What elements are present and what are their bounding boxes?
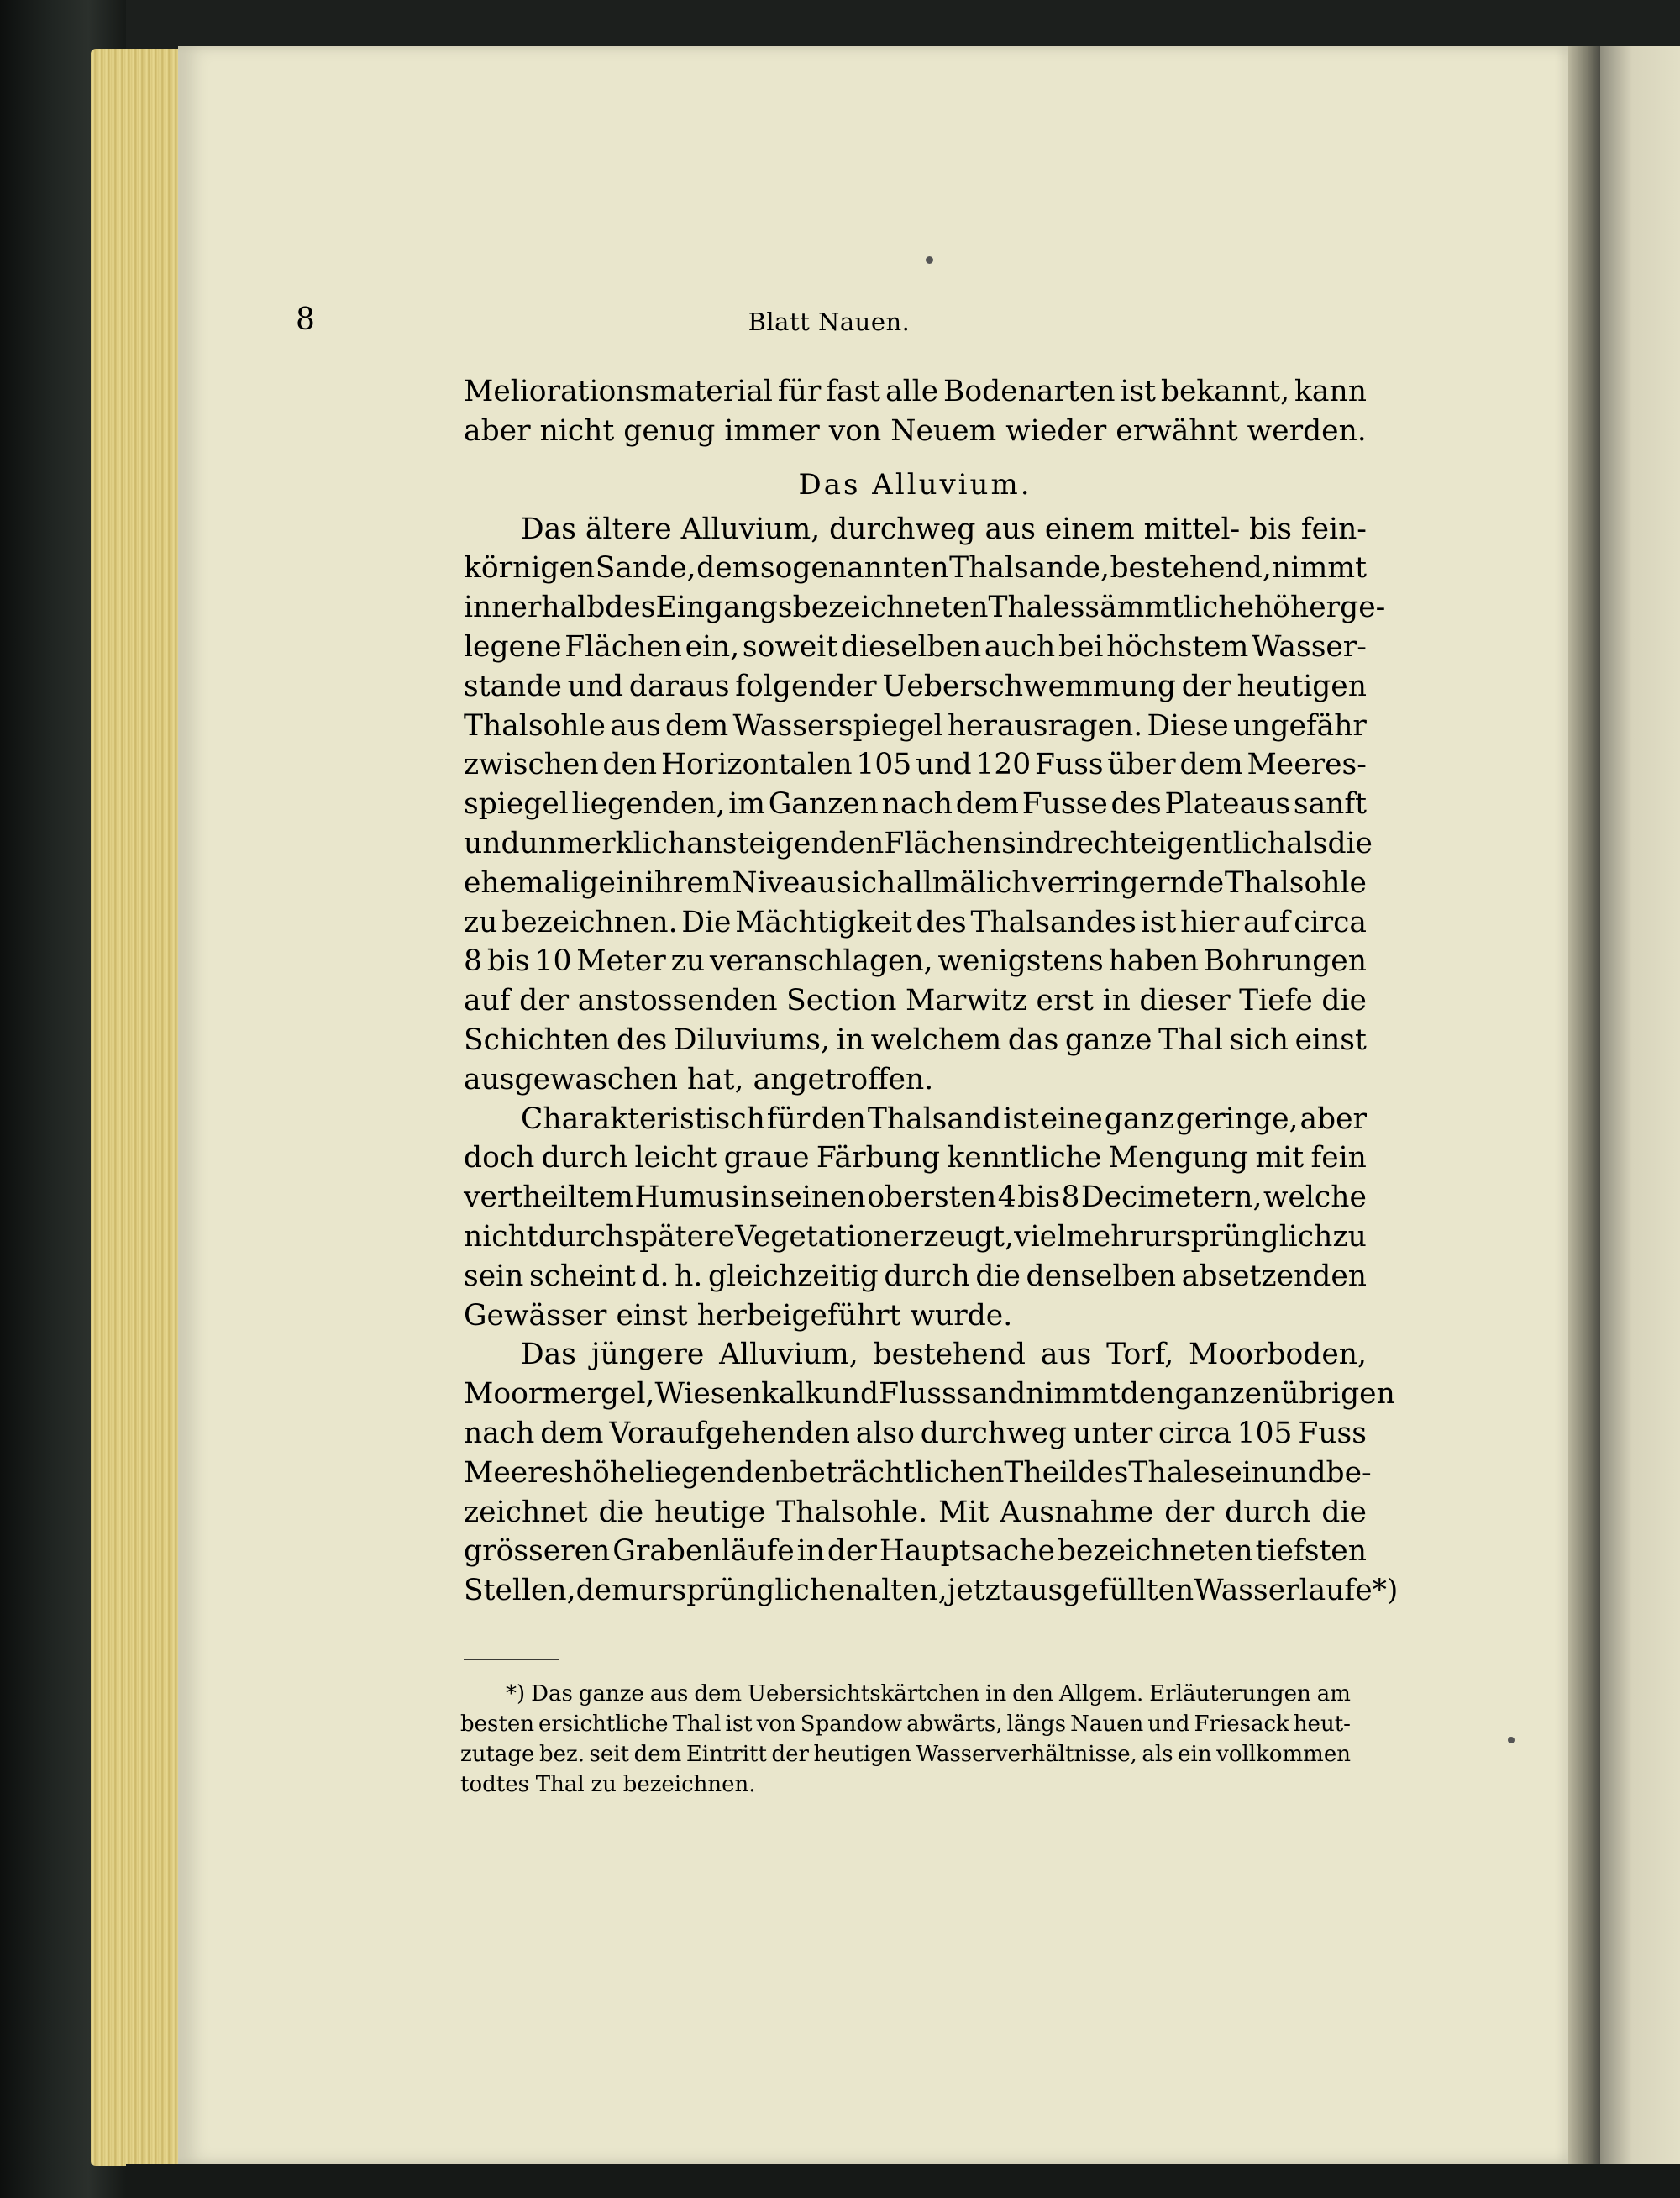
text-line: Schichten des Diluviums, in welchem das ganze Thal sich einst — [464, 1023, 1367, 1057]
text-line: innerhalb des Eingangs bezeichneten Thales sämmtliche höher ge- — [464, 591, 1386, 625]
text-line: Moormergel, Wiesenkalk und Flusssand nimmt den ganzen übrigen — [464, 1377, 1395, 1412]
text-line: Gewässer einst herbeigeführt wurde. — [464, 1298, 1013, 1333]
text-line: ehemalige in ihrem Niveau sich allmälich verringernde Thalsohle — [464, 865, 1367, 900]
paragraph-intro — [464, 372, 1367, 451]
footnote-line: besten ersichtliche Thal ist von Spandow abwärts, längs Nauen und Friesack heut- — [460, 1712, 1351, 1737]
text-line: grösseren Grabenläufe in der Hauptsache bezeichneten tiefsten — [464, 1534, 1367, 1569]
text-line: Thalsohle aus dem Wasserspiegel herausragen. Diese ungefähr — [464, 708, 1367, 743]
page-edges — [91, 49, 183, 2166]
paragraph-older-alluvium — [464, 510, 1386, 1100]
text-line: vertheiltem Humus in seinen obersten 4 bis 8 Decimetern, welche — [464, 1181, 1367, 1215]
text-line: doch durch leicht graue Färbung kenntliche Mengung mit fein — [464, 1141, 1367, 1175]
text-line: nach dem Voraufgehenden also durchweg unter circa 105 Fuss — [464, 1416, 1367, 1450]
text-line: zeichnet die heutige Thalsohle. Mit Ausnahme der durch die — [464, 1495, 1367, 1529]
text-line: zwischen den Horizontalen 105 und 120 Fuss über dem Meeres- — [464, 748, 1367, 782]
text-line: ausgewaschen hat, angetroffen. — [464, 1062, 934, 1096]
ink-speck — [1508, 1737, 1515, 1743]
text-line: Stellen, dem ursprünglichen alten, jetzt ausgefüllten Wasserlaufe *) — [464, 1574, 1399, 1608]
text-line: Das ältere Alluvium, durchweg aus einem mittel- bis fein- — [521, 512, 1367, 546]
text-line: 8 bis 10 Meter zu veranschlagen, wenigstens haben Bohrungen — [464, 944, 1367, 979]
paragraph-thalsand — [464, 1100, 1367, 1336]
book-gutter — [1562, 46, 1604, 2164]
footnote — [460, 1679, 1351, 1800]
running-title: Blatt Nauen. — [748, 308, 911, 336]
text-line: Meereshöhe liegenden beträchtlichen Theil des Thales ein und be- — [464, 1455, 1372, 1490]
text-line: und unmerklich ansteigenden Flächen sind recht eigentlich als die — [464, 826, 1373, 860]
text-line: nicht durch spätere Vegetation erzeugt, vielmehr ursprünglich zu — [464, 1219, 1367, 1254]
text-line: spiegel liegenden, im Ganzen nach dem Fusse des Plateaus sanft — [464, 787, 1367, 822]
page-number: 8 — [296, 302, 315, 337]
footnote-line: zutage bez. seit dem Eintritt der heutigen Wasserverhältnisse, als ein vollkommen — [460, 1742, 1351, 1767]
page-header — [296, 302, 1362, 353]
text-line: körnigen Sande, dem sogenannten Thalsande, bestehend, nimmt — [464, 551, 1367, 586]
text-line: Das jüngere Alluvium, bestehend aus Torf, Moorboden, — [521, 1338, 1367, 1372]
text-line: sein scheint d. h. gleichzeitig durch die denselben absetzenden — [464, 1259, 1367, 1293]
footnote-line: todtes Thal zu bezeichnen. — [460, 1772, 756, 1797]
text-line: legene Flächen ein, soweit dieselben auch bei höchstem Wasser- — [464, 629, 1367, 664]
paragraph-younger-alluvium — [464, 1335, 1399, 1611]
book-bottom-edge — [126, 2164, 1680, 2198]
ink-speck — [926, 256, 933, 264]
text-line: zu bezeichnen. Die Mächtigkeit des Thalsandes ist hier auf circa — [464, 905, 1367, 939]
footnote-line: *) Das ganze aus dem Uebersichtskärtchen in den Allgem. Erläuterungen am — [506, 1681, 1351, 1706]
text-line: auf der anstossenden Section Marwitz erst in dieser Tiefe die — [464, 984, 1367, 1018]
footnote-rule — [464, 1659, 559, 1660]
body-text — [464, 372, 1399, 1611]
text-line: aber nicht genug immer von Neuem wieder erwähnt werden. — [464, 413, 1367, 448]
text-line: stande und daraus folgender Ueberschwemmung der heutigen — [464, 669, 1367, 703]
next-page-edge — [1600, 46, 1680, 2164]
text-line: Charakteristisch für den Thalsand ist eine ganz geringe, aber — [521, 1102, 1367, 1136]
text-line: Meliorationsmaterial für fast alle Bodenarten ist bekannt, kann — [464, 375, 1367, 408]
section-heading: Das Alluvium. — [798, 467, 1032, 502]
